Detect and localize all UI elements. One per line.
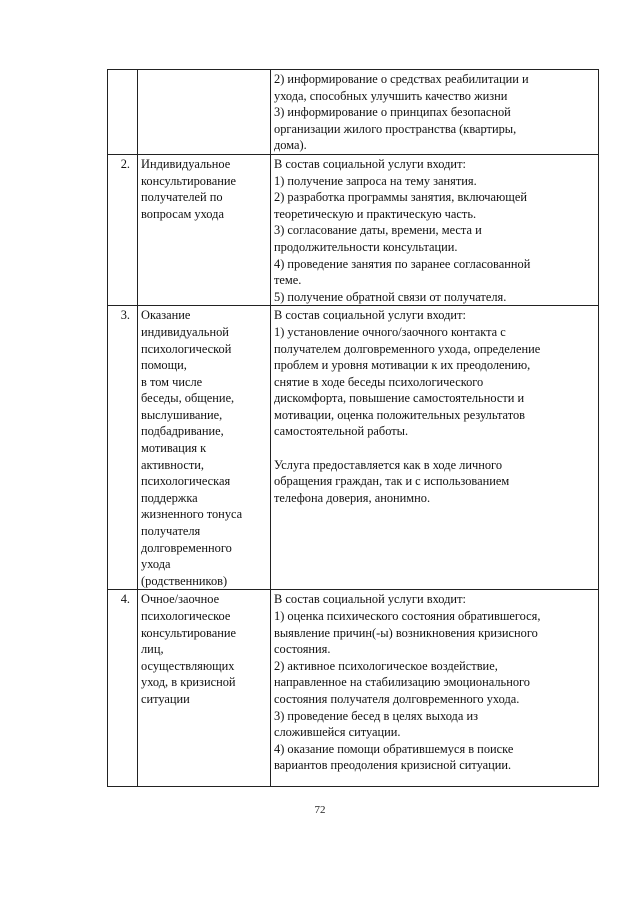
cell-text-line: В состав социальной услуги входит: [274, 156, 466, 171]
cell-text-line: дискомфорта, повышение самостоятельности и [274, 391, 525, 406]
cell-text-line: обращения граждан, так и с использованием [274, 474, 510, 489]
row-number-cell: 3. [108, 306, 138, 590]
cell-text-line: беседы, общение, [141, 391, 235, 406]
cell-text-line: индивидуальной [141, 324, 229, 339]
blank-line [274, 440, 595, 457]
cell-text-line: проблем и уровня мотивации к их преодолению, [274, 358, 531, 373]
cell-text-line: получателей по [141, 190, 223, 205]
cell-text-line: 2) информирование о средствах реабилитации и [274, 72, 529, 86]
table-row [108, 590, 599, 787]
page-number: 72 [314, 804, 326, 816]
cell-text-line: психологической [141, 341, 232, 356]
cell-text-line: 1) получение запроса на тему занятия. [274, 173, 477, 188]
cell-text-line: лиц, [141, 642, 164, 657]
services-table [107, 69, 599, 787]
cell-text-line: Услуга предоставляется как в ходе личного [274, 457, 503, 472]
cell-text-line: В состав социальной услуги входит: [274, 308, 466, 323]
cell-text-line: состояния получателя долговременного ухода. [274, 691, 520, 706]
service-description-cell [271, 154, 599, 305]
cell-text-line: 4) оказание помощи обратившемуся в поиске [274, 741, 514, 756]
cell-text-line: выявление причин(-ы) возникновения кризисного [274, 625, 538, 640]
cell-text-line: сложившейся ситуации. [274, 725, 401, 740]
cell-text-line: (родственников) [141, 573, 228, 588]
cell-text-line: психологическое [141, 609, 231, 623]
cell-text-line: снятие в ходе беседы психологического [274, 374, 484, 389]
cell-text-line: 1) установление очного/заочного контакта с [274, 324, 506, 339]
cell-text-line: получателя [141, 524, 201, 539]
cell-text-line: В состав социальной услуги входит: [274, 592, 466, 607]
cell-text-line: 2) активное психологическое воздействие, [274, 658, 498, 673]
cell-text-line: поддержка [141, 490, 198, 505]
cell-text-line: осуществляющих [141, 658, 235, 673]
cell-text-line: выслушивание, [141, 407, 223, 422]
row-number-cell [108, 70, 138, 155]
service-name-cell [138, 70, 271, 155]
cell-text-line: мотивации, оценка положительных результатов [274, 407, 526, 422]
cell-text-line: самостоятельной работы. [274, 424, 409, 439]
cell-text-line: долговременного [141, 540, 232, 555]
service-description-cell [271, 306, 599, 590]
cell-text-line: 3) проведение бесед в целях выхода из [274, 708, 478, 723]
cell-text-line: 3) согласование даты, времени, места и [274, 223, 482, 238]
table-row [108, 154, 599, 305]
cell-text-line: дома). [274, 138, 307, 153]
cell-text-line: организации жилого пространства (квартиры, [274, 121, 517, 136]
cell-text-line: в том числе [141, 374, 203, 389]
services-table-body [108, 70, 599, 787]
cell-text-line: 2) разработка программы занятия, включающей [274, 190, 527, 205]
cell-text-line: теоретическую и практическую часть. [274, 206, 477, 221]
cell-text-line: 4) проведение занятия по заранее согласованной [274, 256, 531, 271]
service-name-cell [138, 590, 271, 787]
service-name-cell [138, 306, 271, 590]
cell-text-line: ухода [141, 557, 171, 572]
cell-text-line: 3) информирование о принципах безопасной [274, 105, 511, 120]
row-number-cell: 2. [108, 154, 138, 305]
cell-text-line: консультирование [141, 173, 236, 188]
cell-text-line: 5) получение обратной связи от получателя. [274, 289, 507, 304]
cell-text-line: Оказание [141, 308, 191, 323]
cell-text-line: консультирование [141, 625, 236, 640]
cell-text-line: психологическая [141, 474, 231, 489]
row-number-cell: 4. [108, 590, 138, 787]
table-row [108, 70, 599, 155]
cell-text-line: ситуации [141, 691, 190, 706]
cell-text-line: вопросам ухода [141, 206, 224, 221]
cell-text-line: жизненного тонуса [141, 507, 243, 522]
cell-text-line: состояния. [274, 642, 331, 657]
table-row [108, 306, 599, 590]
cell-text-line: мотивация к [141, 441, 207, 456]
cell-text-line: ухода, способных улучшить качество жизни [274, 88, 508, 103]
cell-text-line: продолжительности консультации. [274, 239, 458, 254]
service-description-cell [271, 590, 599, 787]
cell-text-line: уход, в кризисной [141, 675, 236, 690]
service-name-cell [138, 154, 271, 305]
cell-text-line: активности, [141, 457, 205, 472]
cell-text-line: направленное на стабилизацию эмоционального [274, 675, 530, 690]
service-description-cell [271, 70, 599, 155]
cell-text-line: Очное/заочное [141, 592, 220, 607]
cell-text-line: вариантов преодоления кризисной ситуации. [274, 758, 512, 773]
cell-text-line: подбадривание, [141, 424, 224, 439]
cell-text-line: 1) оценка психического состояния обратившегося, [274, 609, 541, 623]
cell-text-line: телефона доверия, анонимно. [274, 490, 431, 505]
cell-text-line: теме. [274, 273, 302, 288]
cell-text-line: получателем долговременного ухода, определение [274, 341, 541, 356]
cell-text-line: помощи, [141, 358, 187, 373]
cell-text-line: Индивидуальное [141, 156, 231, 171]
